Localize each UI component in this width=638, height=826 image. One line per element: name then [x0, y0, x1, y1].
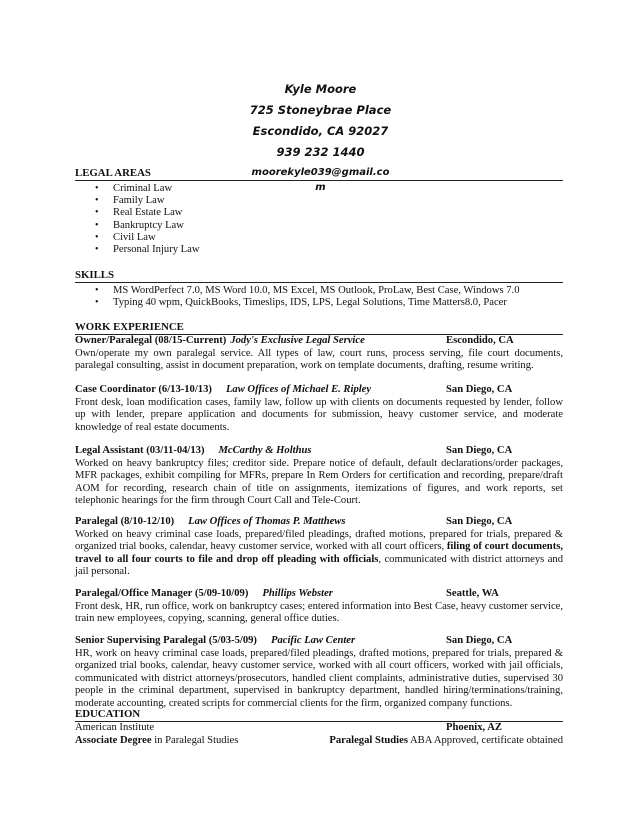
- city-state-zip: Escondido, CA 92027: [252, 124, 389, 138]
- job-header: [75, 335, 563, 348]
- job-title: Paralegal (8/10-12/10): [75, 516, 175, 527]
- job-description: Own/operate my own paralegal service. All types of law, court runs, process serving, file court documents, paralegal consulting, assist in document preparation, work on template documents, drafting, resume writing.: [75, 347, 563, 372]
- list-item: • Civil Law: [75, 232, 563, 244]
- skills-title: SKILLS: [75, 269, 563, 283]
- job-firm: Pacific Law Center: [270, 635, 356, 646]
- degree-field: in Paralegal Studies: [151, 734, 239, 746]
- email-address: moorekyle039@gmail.com: [251, 167, 390, 193]
- job-entry: [75, 384, 563, 434]
- job-location: Escondido, CA: [446, 335, 514, 346]
- certificate: [329, 735, 563, 748]
- education-school-row: [75, 722, 563, 735]
- job-entry: [75, 335, 563, 373]
- job-entry: [75, 516, 563, 579]
- job-title: Senior Supervising Paralegal (5/03-5/09): [75, 635, 257, 646]
- job-description-text: , communicated with district attorneys and jail personal.: [75, 553, 563, 578]
- job-description: [75, 529, 563, 579]
- work-experience-title: WORK EXPERIENCE: [75, 321, 563, 335]
- job-header: [75, 635, 563, 648]
- list-item: • Typing 40 wpm, QuickBooks, Timeslips, IDS, LPS, Legal Solutions, Time Matters8.0, Pacer: [75, 297, 563, 309]
- job-entry: [75, 588, 563, 626]
- job-description: HR, work on heavy criminal case loads, prepared/filed pleadings, drafted motions, prepared for trials, prepared & organized trial books, calendar, heavy customer service, worked with all court officers, worked with jail officials, communicated with district attorneys/prosecutors, handled client complaints, administrative duties, supervised 30 people in the criminal department, supervised in bankruptcy department, handled hiring/terminations/training, moderate accounting, created scripts for commercial clients for the firm, organized company functions.: [75, 647, 563, 709]
- degree-name: Associate Degree: [75, 734, 152, 746]
- legal-areas-title: LEGAL AREAS: [75, 167, 563, 181]
- list-item: • Personal Injury Law: [75, 244, 563, 256]
- job-description: Worked on heavy bankruptcy files; creditor side. Prepare notice of default, default declarations/order packages, MFR packages, exhibit compiling for MFRs, prepare In Rem Orders for certification and recording, prepare/draft AOM for recording, research chain of title on assignments, itemizations of figures, and work reports, set telephonic hearings for the firm through Court Call and Tele-Court.: [75, 457, 563, 507]
- certificate-detail: ABA Approved, certificate obtained: [407, 734, 563, 746]
- education-section: [75, 708, 563, 748]
- job-firm: Law Offices of Michael E. Ripley: [225, 384, 372, 395]
- job-description-bold: filing of court documents, travel to all four courts to file and drop off pleading with officials: [75, 541, 563, 565]
- job-header: [75, 384, 563, 397]
- applicant-name: Kyle Moore: [284, 82, 357, 96]
- list-item: • Criminal Law: [75, 183, 563, 195]
- list-item: • Bankruptcy Law: [75, 220, 563, 232]
- job-entry: [75, 635, 563, 711]
- legal-areas-section: [75, 167, 563, 256]
- job-firm: Phillips Webster: [262, 588, 333, 599]
- list-item: • Real Estate Law: [75, 207, 563, 219]
- job-title: Case Coordinator (6/13-10/13): [75, 384, 212, 395]
- work-experience-section: [75, 321, 563, 335]
- job-firm: Jody's Exclusive Legal Service: [230, 335, 365, 346]
- job-header: [75, 588, 563, 601]
- certificate-name: Paralegal Studies: [329, 734, 408, 746]
- job-firm: McCarthy & Holthus: [218, 445, 312, 456]
- job-header: [75, 445, 563, 458]
- education-title: EDUCATION: [75, 708, 563, 722]
- job-description: Front desk, HR, run office, work on bankruptcy cases; entered information into Best Case, heavy customer service, train new employees, copying, scanning, general office duties.: [75, 600, 563, 625]
- street-address: 725 Stoneybrae Place: [249, 103, 392, 117]
- skills-section: [75, 269, 563, 309]
- job-title: Legal Assistant (03/11-04/13): [75, 445, 205, 456]
- job-location: San Diego, CA: [446, 516, 513, 527]
- job-header: [75, 516, 563, 529]
- job-firm: Law Offices of Thomas P. Matthews: [188, 516, 346, 527]
- degree: [75, 735, 238, 748]
- legal-areas-list: [75, 183, 563, 256]
- school-name: American Institute: [75, 722, 155, 733]
- job-title: Paralegal/Office Manager (5/09-10/09): [75, 588, 249, 599]
- job-title: Owner/Paralegal (08/15-Current): [75, 335, 227, 346]
- job-location: San Diego, CA: [446, 384, 513, 395]
- education-degree-row: [75, 735, 563, 748]
- job-entry: [75, 445, 563, 508]
- skills-list: [75, 285, 563, 309]
- job-location: San Diego, CA: [446, 445, 513, 456]
- list-item: • Family Law: [75, 195, 563, 207]
- job-description-text: Worked on heavy criminal case loads, prepared/filed pleadings, drafted motions, prepared for trials, prepared & organized trial books, calendar, heavy customer service, worked with all court officers,: [75, 528, 563, 553]
- list-item: • MS WordPerfect 7.0, MS Word 10.0, MS Excel, MS Outlook, ProLaw, Best Case, Windows 7.0: [75, 285, 563, 297]
- job-location: San Diego, CA: [446, 635, 513, 646]
- job-location: Seattle, WA: [446, 588, 499, 599]
- job-description: Front desk, loan modification cases, family law, follow up with clients on documents requested by lender, follow up with lender, prepare application and documents for submission, heavy customer service, and moderate knowledge of real estate documents.: [75, 396, 563, 433]
- school-location: Phoenix, AZ: [446, 722, 502, 733]
- phone-number: 939 232 1440: [276, 145, 365, 159]
